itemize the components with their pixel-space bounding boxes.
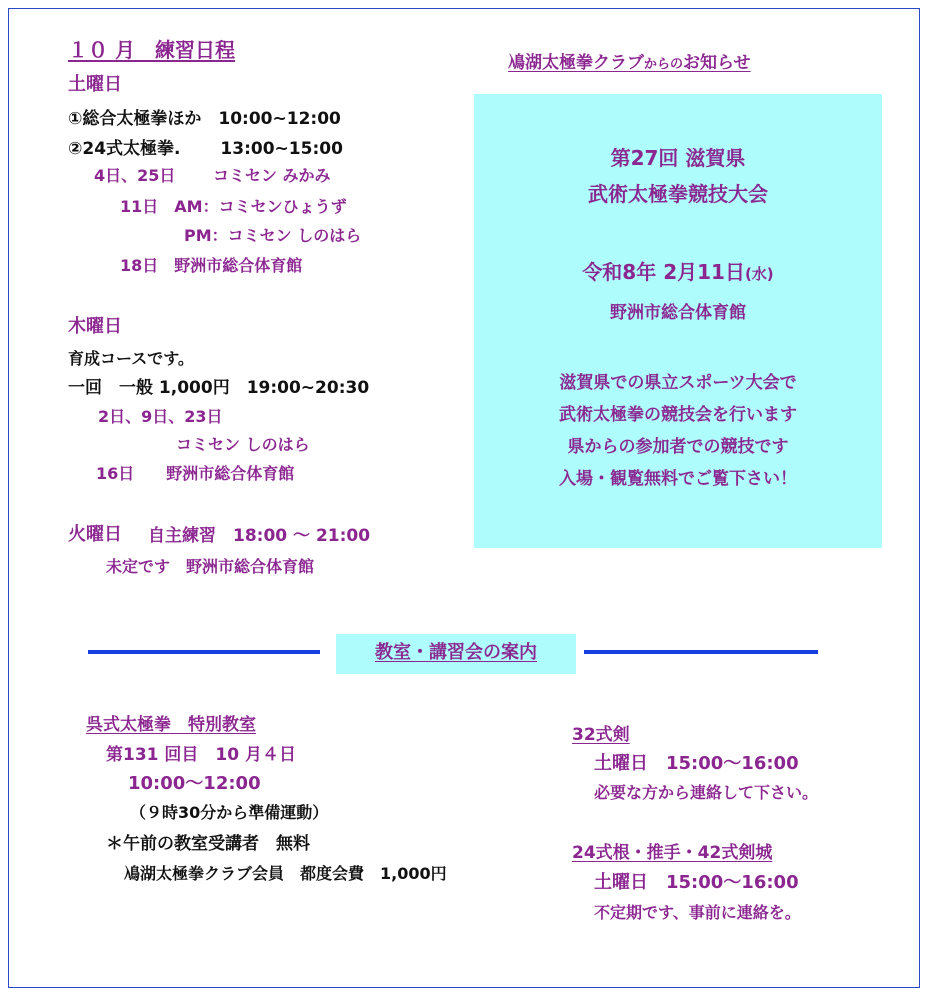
class-left-line-2: 10:00〜12:00	[128, 773, 261, 794]
thursday-date-2: コミセン しのはら	[176, 435, 310, 454]
section-rule-right	[584, 650, 818, 654]
saturday-heading: 土曜日	[68, 74, 122, 95]
saturday-date-2: 11日 AM：コミセンひょうず	[120, 197, 347, 216]
saturday-date-1: 4日、25日 コミセン みかみ	[94, 166, 331, 185]
event-desc-2: 武術太極拳の競技会を行います	[559, 405, 797, 425]
class-left-line-1: 第131 回目 10 月４日	[106, 745, 296, 765]
event-line-2: 武術太極拳競技大会	[588, 182, 768, 206]
saturday-line-1: ①総合太極拳ほか 10:00~12:00	[68, 109, 341, 129]
notice-title	[508, 48, 751, 73]
class-left-line-3: （９時30分から準備運動）	[130, 803, 329, 822]
thursday-date-1: 2日、9日、23日	[98, 407, 223, 426]
saturday-date-3: PM：コミセン しのはら	[184, 226, 362, 245]
class-right-b-line-2: 不定期です、事前に連絡を。	[594, 903, 801, 922]
saturday-line-2: ②24式太極拳. 13:00~15:00	[68, 139, 343, 159]
tuesday-note: 未定です 野洲市総合体育館	[106, 557, 315, 576]
class-right-b-title: 24式根・推手・42式剣城	[572, 843, 773, 863]
class-left-title: 呉式太極拳 特別教室	[86, 715, 256, 735]
event-desc-1: 滋賀県での県立スポーツ大会で	[559, 373, 797, 393]
class-left-line-4: ＊午前の教室受講者 無料	[106, 834, 310, 854]
section-label-text: 教室・講習会の案内	[375, 642, 537, 663]
event-date-main: 令和8年 2月11日	[582, 260, 745, 284]
notice-box	[474, 94, 882, 548]
schedule-title: １０ 月 練習日程	[68, 38, 235, 62]
notice-title-main: 鳰湖太極拳クラブ	[508, 53, 644, 73]
event-line-1: 第27回 滋賀県	[610, 146, 746, 170]
tuesday-detail: 自主練習 18:00 ～ 21:00	[148, 526, 371, 546]
event-date	[474, 256, 882, 285]
class-right-a-line-2: 必要な方から連絡して下さい。	[594, 783, 819, 802]
thursday-date-3: 16日 野洲市総合体育館	[96, 464, 295, 483]
tuesday-heading: 火曜日	[68, 524, 122, 545]
class-right-a-title: 32式剣	[572, 725, 630, 745]
thursday-heading: 木曜日	[68, 316, 122, 337]
notice-title-small: からの	[644, 57, 684, 72]
thursday-line-2: 一回 一般 1,000円 19:00~20:30	[68, 378, 370, 398]
event-desc-4: 入場・観覧無料でご覧下さい！	[559, 469, 797, 489]
class-right-b-line-1: 土曜日 15:00〜16:00	[594, 872, 799, 893]
thursday-line-1: 育成コースです。	[68, 349, 194, 368]
section-rule-left	[88, 650, 320, 654]
class-right-a-line-1: 土曜日 15:00〜16:00	[594, 753, 799, 774]
notice-title-end: お知らせ	[683, 53, 751, 73]
event-venue: 野洲市総合体育館	[610, 303, 746, 323]
event-date-day: (水)	[744, 265, 774, 283]
saturday-date-4: 18日 野洲市総合体育館	[120, 256, 303, 275]
section-label	[336, 634, 576, 674]
class-left-line-5: 鳰湖太極拳クラブ会員 都度会費 1,000円	[124, 864, 447, 883]
event-desc-3: 県からの参加者での競技です	[567, 437, 789, 457]
